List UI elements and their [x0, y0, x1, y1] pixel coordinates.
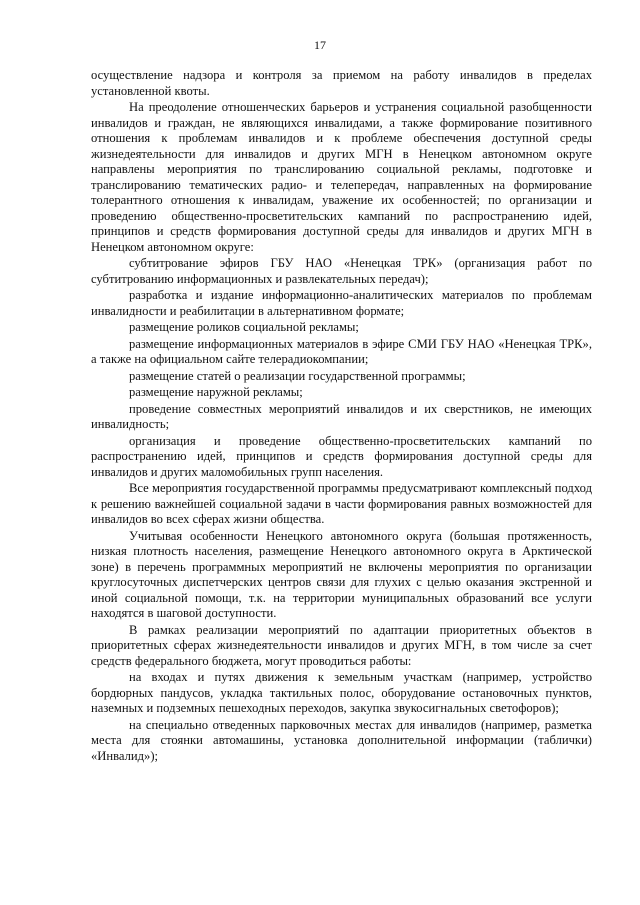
list-item: разработка и издание информационно-аналитических материалов по проблемам инвалидности и реабилитации в альтернативном формате; [91, 288, 592, 318]
paragraph: На преодоление отношенческих барьеров и устранения социальной разобщенности инвалидов и граждан, не являющихся инвалидами, а также формирование позитивного отношения к проблемам инвалидов и к проблеме обеспечения доступной среды жизнедеятельности для инвалидов и других МГН в Ненецком автономном округе направлены мероприятия по транслированию социальной рекламы, подготовке и транслированию тематических радио- и телепередач, направленных на формирование толерантного отношения к инвалидам, уважение их особенностей; по организации и проведению общественно-просветительских кампаний по распространению идей, принципов и средств формирования доступной среды для инвалидов и других МГН в Ненецком автономном округе: [91, 100, 592, 254]
paragraph: Учитывая особенности Ненецкого автономного округа (большая протяженность, низкая плотность населения, размещение Ненецкого автономного округа в Арктической зоне) в перечень программных мероприятий не включены мероприятия по организации круглосуточных диспетчерских центров связи для глухих с целью оказания экстренной и иной социальной помощи, т.к. на территории муниципальных образований все услуги находятся в шаговой доступности. [91, 528, 592, 620]
document-body [91, 68, 592, 765]
list-item: организация и проведение общественно-просветительских кампаний по распространению идей, принципов и средств формирования доступной среды для инвалидов и других маломобильных групп населения. [91, 433, 592, 479]
list-item: размещение информационных материалов в эфире СМИ ГБУ НАО «Ненецкая ТРК», а также на официальном сайте телерадиокомпании; [91, 336, 592, 366]
list-item: на входах и путях движения к земельным участкам (например, устройство бордюрных пандусов, укладка тактильных полос, оборудование остановочных пунктов, наземных и подземных пешеходных переходов, закупка звукосигнальных светофоров); [91, 670, 592, 715]
list-item: размещение наружной рекламы; [129, 385, 303, 399]
paragraph: В рамках реализации мероприятий по адаптации приоритетных объектов в приоритетных сферах жизнедеятельности инвалидов и других МГН, в том числе за счет средств федерального бюджета, могут проводиться работы: [91, 622, 592, 668]
list-item: на специально отведенных парковочных местах для инвалидов (например, разметка места для стоянки автомашины, установка дополнительной информации (таблички) «Инвалид»); [91, 717, 592, 763]
list-item: субтитрование эфиров ГБУ НАО «Ненецкая ТРК» (организация работ по субтитрованию информационных и развлекательных передач); [91, 256, 592, 286]
page-number: 17 [314, 38, 326, 52]
list-item: размещение роликов социальной рекламы; [129, 320, 359, 334]
list-item: размещение статей о реализации государственной программы; [129, 368, 466, 383]
paragraph: Все мероприятия государственной программы предусматривают комплексный подход к решению важнейшей социальной задачи в части формирования равных возможностей для инвалидов во всех сферах жизни общества. [91, 481, 592, 526]
list-item: проведение совместных мероприятий инвалидов и их сверстников, не имеющих инвалидность; [91, 401, 592, 431]
paragraph: осуществление надзора и контроля за приемом на работу инвалидов в пределах установленной квоты. [91, 68, 592, 98]
